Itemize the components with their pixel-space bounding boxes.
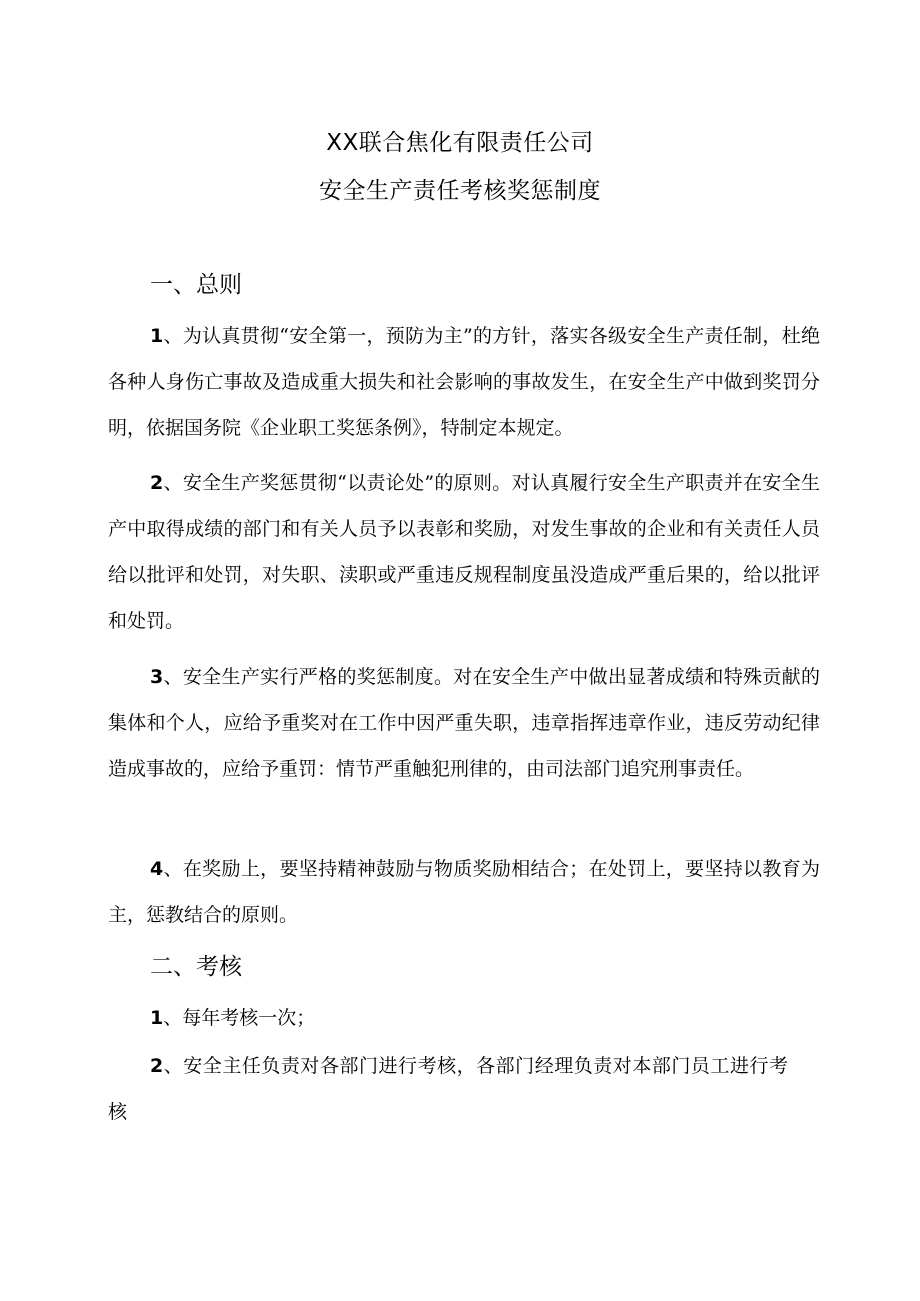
item-number: 4 [150, 858, 164, 880]
document-title-company: XX联合焦化有限责任公司 [326, 130, 594, 156]
paragraph-general-1 [108, 313, 820, 451]
section-heading-assessment: 二、考核 [150, 954, 242, 980]
paragraph-general-3 [108, 654, 820, 792]
paragraph-text: 、每年考核一次； [163, 1007, 316, 1029]
item-number: 2 [150, 1055, 164, 1077]
item-number: 1 [150, 1007, 164, 1029]
section-heading-general: 一、总则 [150, 272, 242, 298]
paragraph-text: 、安全生产实行严格的奖惩制度。对在安全生产中做出显著成绩和特殊贡献的集体和个人，应给予重奖对在工作中因严重失职，违章指挥违章作业，违反劳动纪律造成事故的，应给予重罚：情节严重触犯刑律的，由司法部门追究刑事责任。 [108, 666, 820, 780]
paragraph-general-2 [108, 460, 820, 644]
paragraph-text: 、安全生产奖惩贯彻“以责论处”的原则。对认真履行安全生产职责并在安全生产中取得成绩的部门和有关人员予以表彰和奖励，对发生事故的企业和有关责任人员给以批评和处罚，对失职、渎职或严重违反规程制度虽没造成严重后果的，给以批评和处罚。 [108, 472, 820, 632]
paragraph-text: 、安全主任负责对各部门进行考核，各部门经理负责对本部门员工进行考核 [108, 1055, 788, 1123]
paragraph-general-4 [108, 846, 820, 938]
paragraph-text: 、在奖励上，要坚持精神鼓励与物质奖励相结合；在处罚上，要坚持以教育为主，惩教结合的原则。 [108, 858, 820, 926]
item-number: 2 [150, 472, 164, 494]
item-number: 1 [150, 325, 164, 347]
paragraph-text: 、为认真贯彻“安全第一，预防为主”的方针，落实各级安全生产责任制，杜绝各种人身伤亡事故及造成重大损失和社会影响的事故发生，在安全生产中做到奖罚分明，依据国务院《企业职工奖惩条例》，特制定本规定。 [108, 325, 820, 439]
paragraph-assessment-2 [108, 1043, 788, 1135]
item-number: 3 [150, 666, 164, 688]
document-title-regulation: 安全生产责任考核奖惩制度 [319, 178, 601, 204]
paragraph-assessment-1 [108, 995, 820, 1041]
